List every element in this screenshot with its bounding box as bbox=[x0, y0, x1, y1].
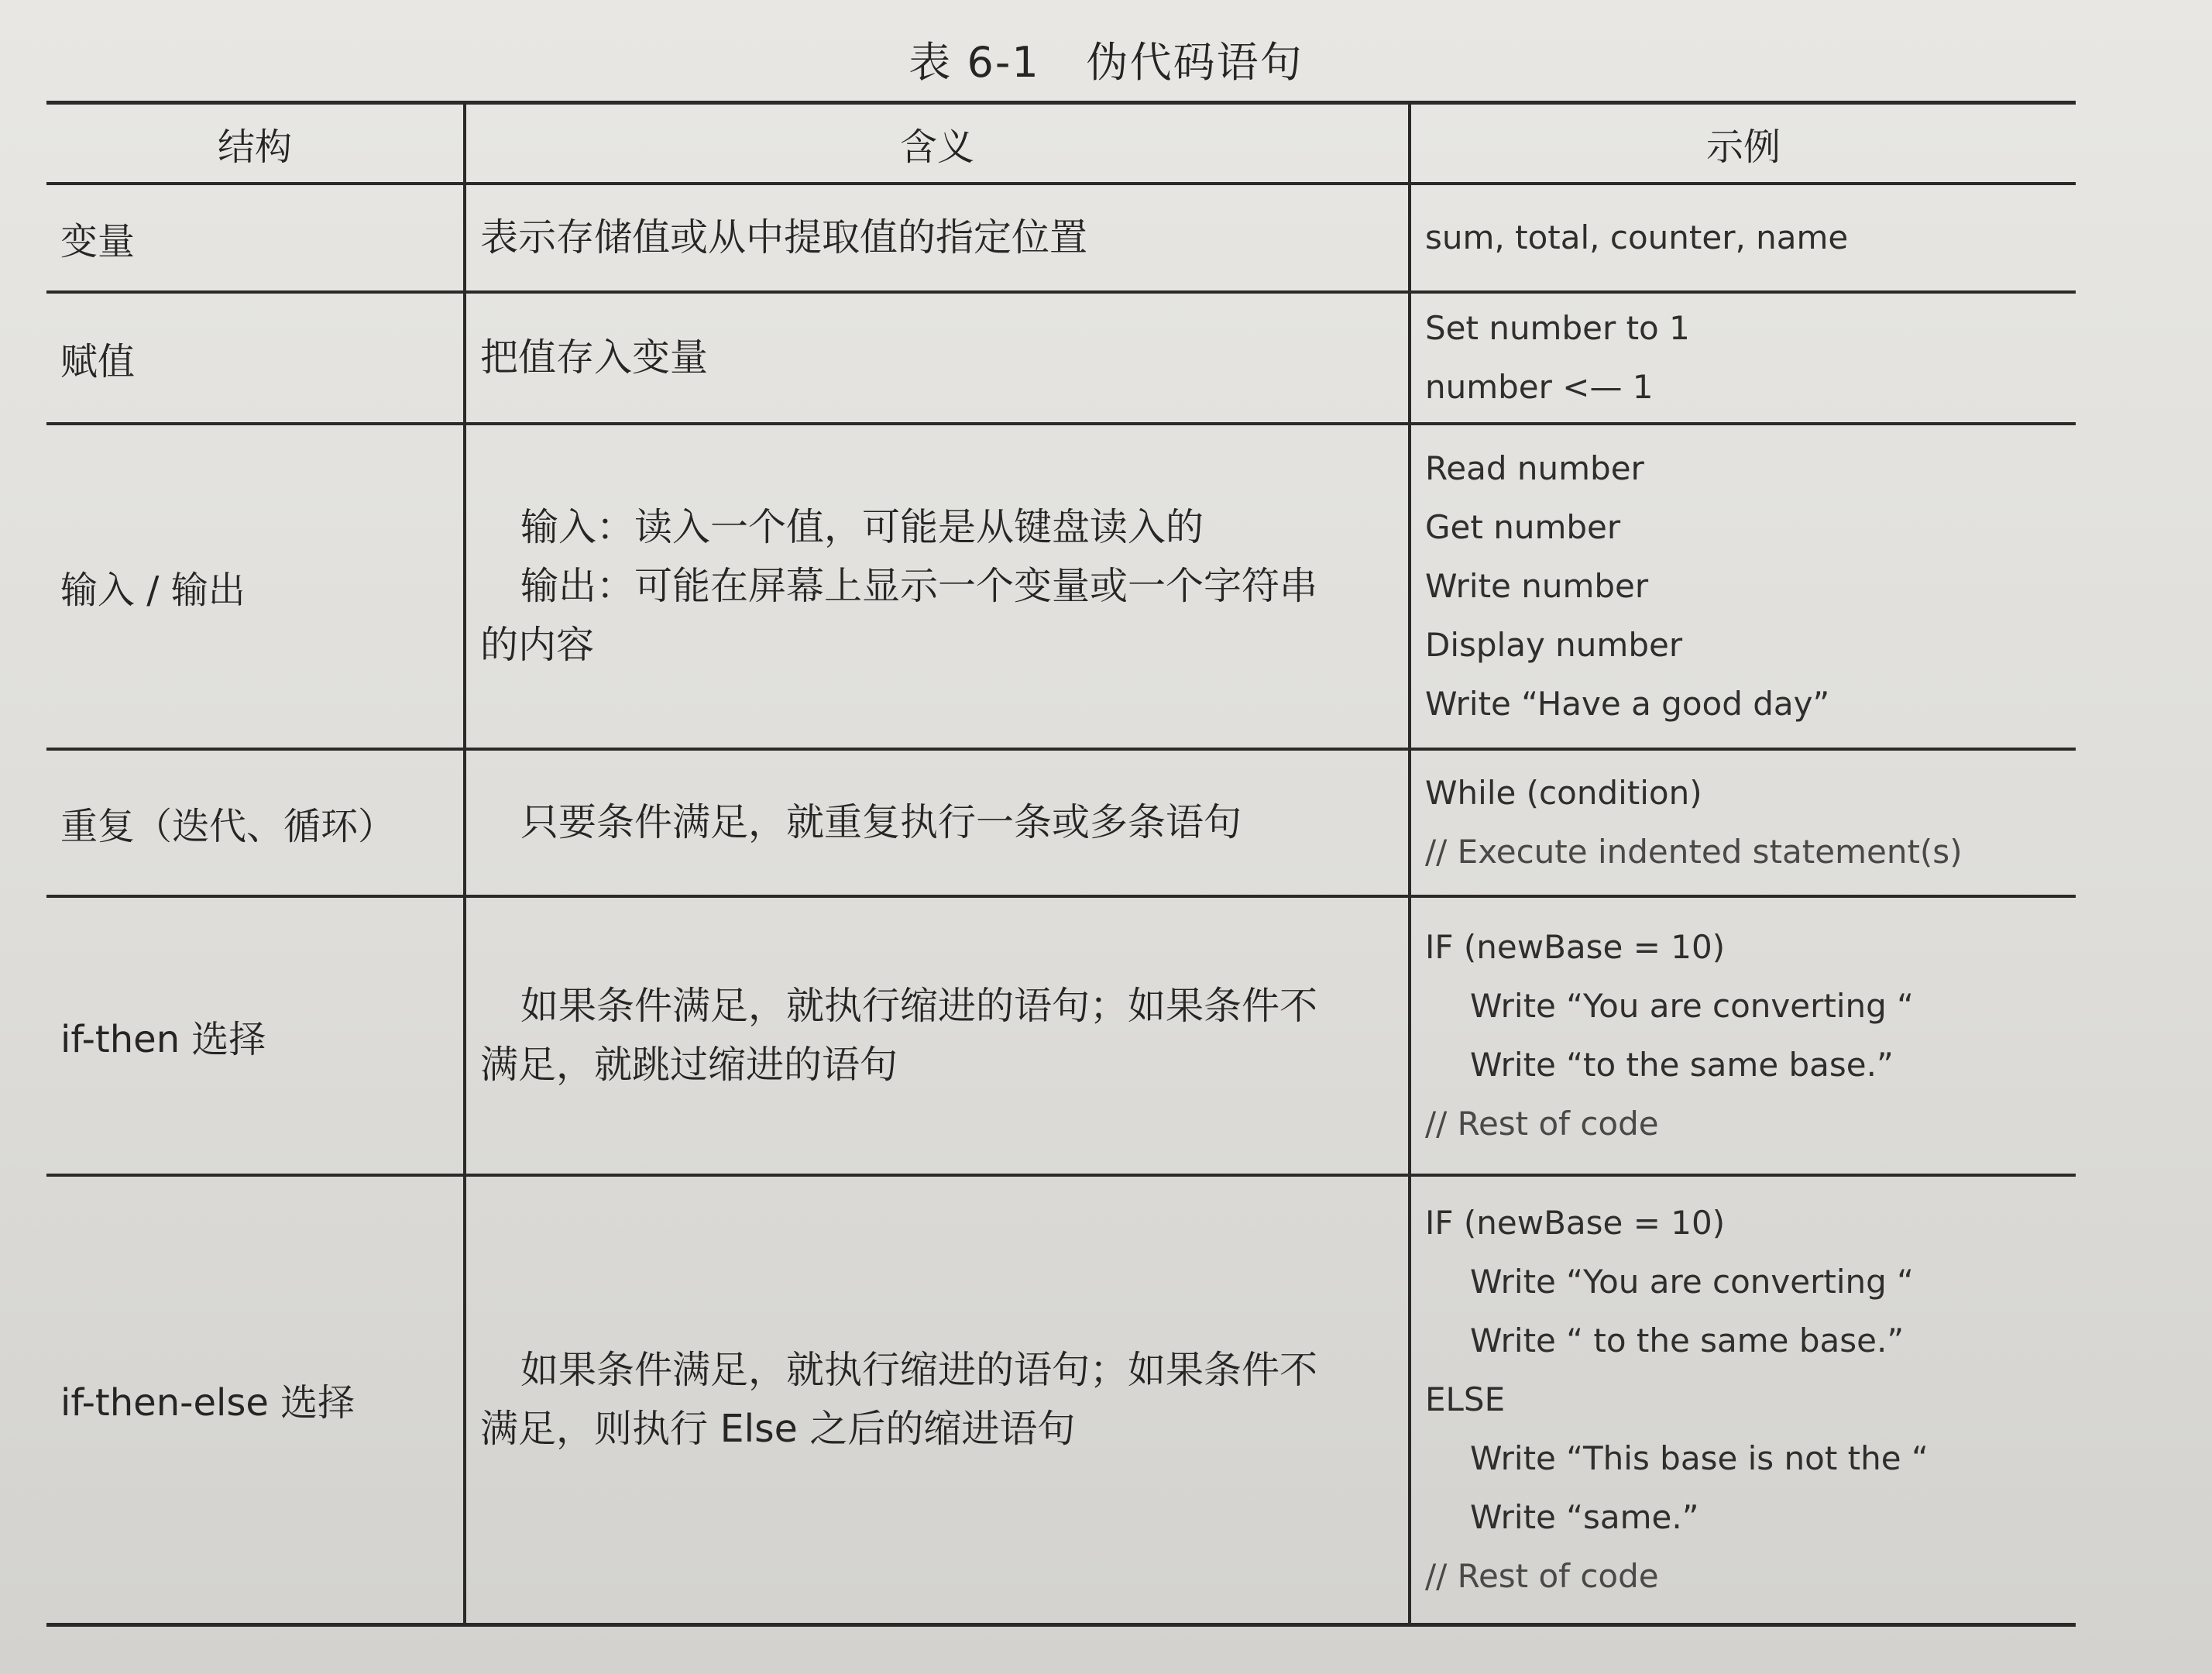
example-line: Get number bbox=[1425, 508, 1621, 546]
row-structure: 重复（迭代、循环） bbox=[46, 749, 465, 896]
pseudocode-table bbox=[46, 101, 2076, 1627]
row-structure: if-then-else 选择 bbox=[46, 1175, 465, 1624]
meaning-line: 满足，则执行 Else 之后的缩进语句 bbox=[480, 1406, 1076, 1451]
header-structure: 结构 bbox=[46, 103, 465, 184]
row-meaning bbox=[465, 1175, 1410, 1624]
example-line: Write “You are converting “ bbox=[1470, 1262, 1914, 1301]
example-line: Write “This base is not the “ bbox=[1470, 1439, 1929, 1477]
row-meaning bbox=[465, 424, 1410, 749]
example-line: Write “to the same base.” bbox=[1470, 1046, 1894, 1084]
meaning-line: 如果条件满足，就执行缩进的语句；如果条件不 bbox=[520, 984, 1318, 1028]
example-comment-line: // Rest of code bbox=[1425, 1105, 1659, 1143]
meaning-line: 输出：可能在屏幕上显示一个变量或一个字符串 bbox=[520, 564, 1318, 608]
example-line: While (condition) bbox=[1425, 774, 1702, 812]
row-example bbox=[1410, 749, 2076, 896]
example-line: Read number bbox=[1425, 449, 1644, 487]
table-row bbox=[46, 749, 2076, 896]
example-line: Set number to 1 bbox=[1425, 309, 1690, 347]
header-example: 示例 bbox=[1410, 103, 2076, 184]
example-line: Write number bbox=[1425, 567, 1649, 605]
table-title: 伪代码语句 bbox=[1086, 38, 1304, 87]
table-row bbox=[46, 292, 2076, 424]
table-row bbox=[46, 1175, 2076, 1624]
meaning-line: 表示存储值或从中提取值的指定位置 bbox=[480, 215, 1088, 260]
example-comment-line: // Rest of code bbox=[1425, 1556, 1659, 1595]
row-structure: if-then 选择 bbox=[46, 896, 465, 1175]
row-meaning bbox=[465, 292, 1410, 424]
row-example bbox=[1410, 424, 2076, 749]
row-meaning bbox=[465, 749, 1410, 896]
example-line: IF (newBase = 10) bbox=[1425, 1203, 1726, 1242]
meaning-line: 输入：读入一个值，可能是从键盘读入的 bbox=[520, 505, 1204, 549]
row-example bbox=[1410, 1175, 2076, 1624]
meaning-line: 如果条件满足，就执行缩进的语句；如果条件不 bbox=[520, 1347, 1318, 1392]
row-meaning bbox=[465, 896, 1410, 1175]
table-caption bbox=[0, 29, 2212, 89]
meaning-line: 的内容 bbox=[480, 623, 595, 667]
row-example bbox=[1410, 292, 2076, 424]
example-line: Write “You are converting “ bbox=[1470, 987, 1914, 1025]
row-structure: 输入 / 输出 bbox=[46, 424, 465, 749]
row-example bbox=[1410, 896, 2076, 1175]
example-line: Write “ to the same base.” bbox=[1470, 1321, 1905, 1359]
example-line: Display number bbox=[1425, 626, 1683, 664]
row-example bbox=[1410, 184, 2076, 292]
table-row bbox=[46, 184, 2076, 292]
table-number: 表 6-1 bbox=[908, 38, 1040, 87]
example-line: Write “same.” bbox=[1470, 1497, 1699, 1536]
table-row bbox=[46, 424, 2076, 749]
header-meaning: 含义 bbox=[465, 103, 1410, 184]
row-meaning bbox=[465, 184, 1410, 292]
meaning-line: 把值存入变量 bbox=[480, 335, 709, 380]
table-header-row bbox=[46, 103, 2076, 184]
row-structure: 变量 bbox=[46, 184, 465, 292]
example-line: sum, total, counter, name bbox=[1425, 218, 1849, 256]
example-comment-line: // Execute indented statement(s) bbox=[1425, 833, 1963, 871]
example-line: IF (newBase = 10) bbox=[1425, 928, 1726, 966]
meaning-line: 满足，就跳过缩进的语句 bbox=[480, 1043, 898, 1087]
row-structure: 赋值 bbox=[46, 292, 465, 424]
example-line: ELSE bbox=[1425, 1380, 1506, 1418]
table-row bbox=[46, 896, 2076, 1175]
example-line: Write “Have a good day” bbox=[1425, 685, 1830, 723]
example-line: number <— 1 bbox=[1425, 368, 1654, 406]
meaning-line: 只要条件满足，就重复执行一条或多条语句 bbox=[520, 800, 1242, 844]
